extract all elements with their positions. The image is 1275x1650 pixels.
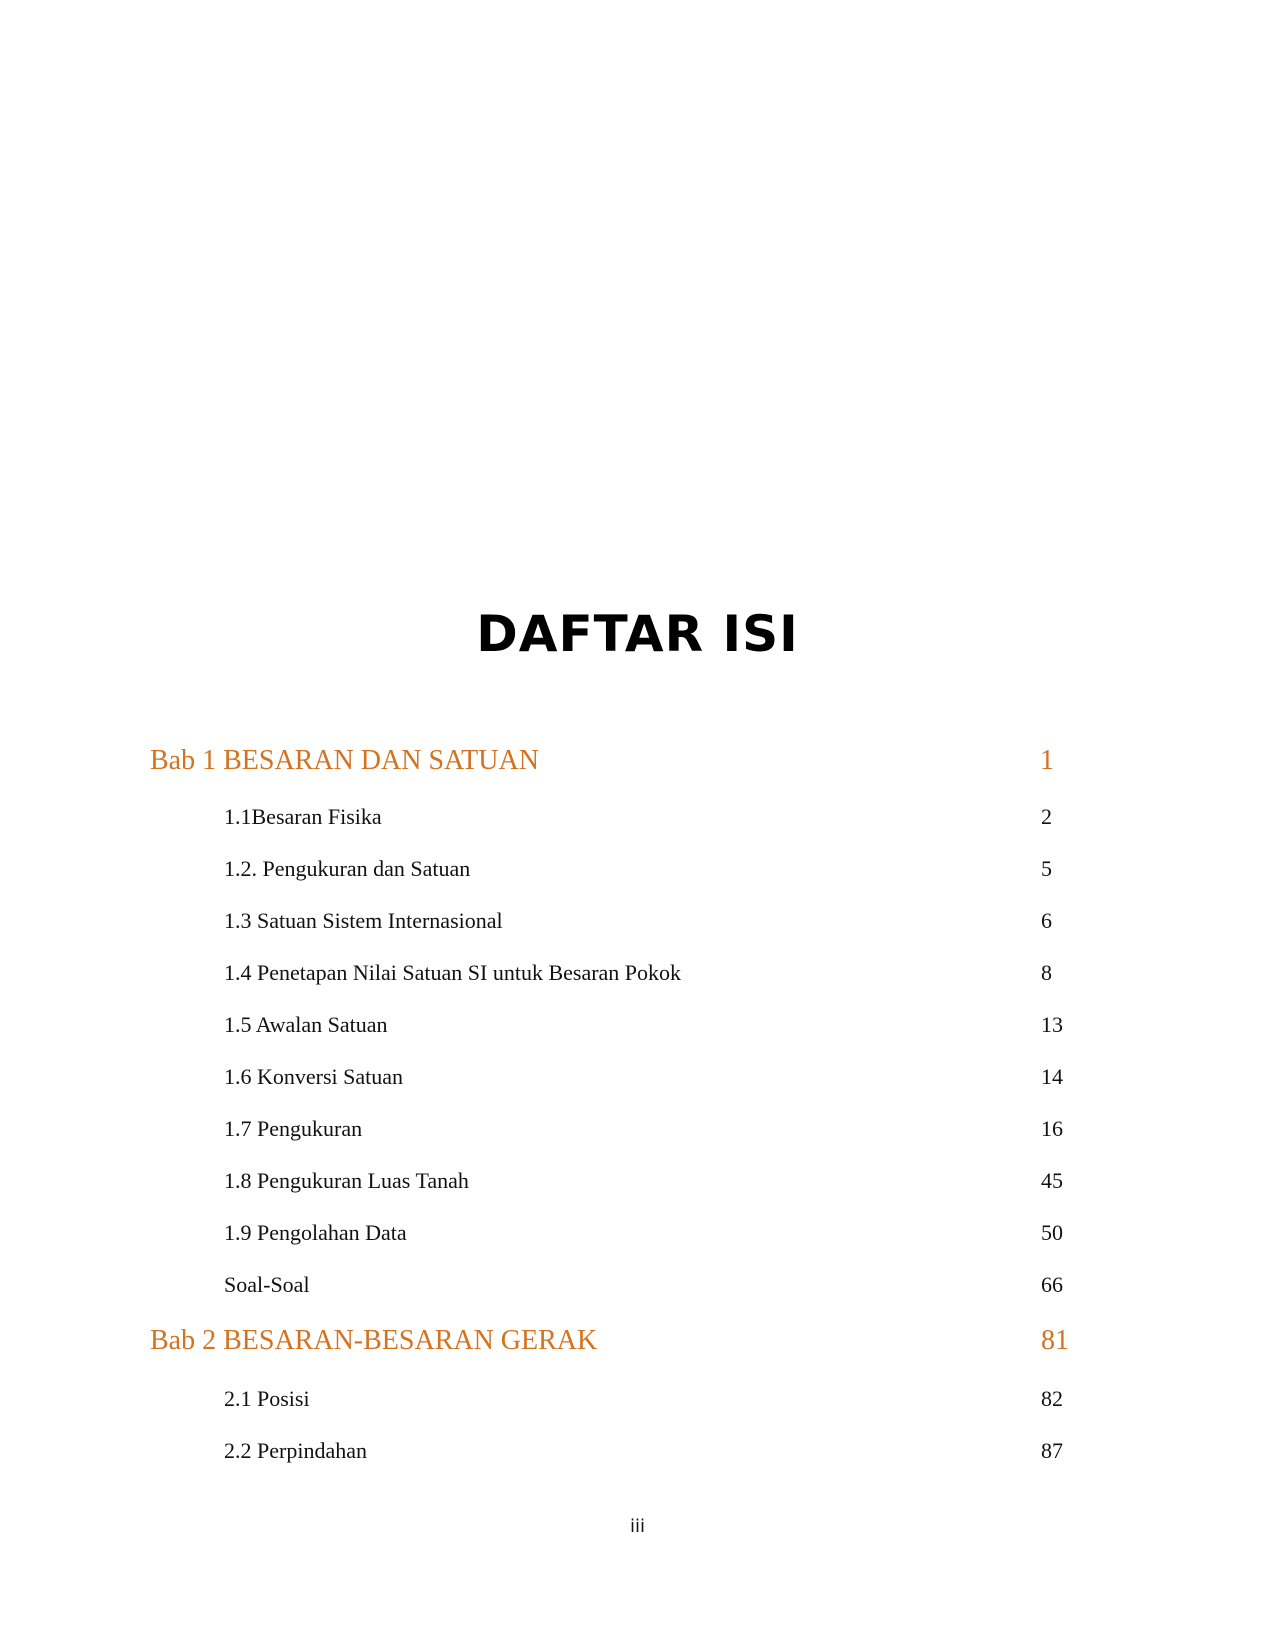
toc-section-2-1-label[interactable]: 2.1 Posisi xyxy=(224,1386,310,1411)
toc-section-2-2-page: 87 xyxy=(1041,1438,1063,1463)
toc-section-1-3-label[interactable]: 1.3 Satuan Sistem Internasional xyxy=(224,908,503,933)
toc-section-1-5-label[interactable]: 1.5 Awalan Satuan xyxy=(224,1012,388,1037)
toc-section-1-8-label[interactable]: 1.8 Pengukuran Luas Tanah xyxy=(224,1168,469,1193)
toc-chapter-2-label[interactable]: Bab 2 BESARAN-BESARAN GERAK xyxy=(150,1325,598,1356)
toc-section-1-2-label[interactable]: 1.2. Pengukuran dan Satuan xyxy=(224,856,471,881)
toc-section-1-7-page: 16 xyxy=(1041,1116,1063,1141)
toc-section-1-4-page: 8 xyxy=(1041,960,1052,985)
toc-section-1-1-page: 2 xyxy=(1041,804,1052,829)
toc-section-1-5-page: 13 xyxy=(1041,1012,1063,1037)
toc-section-1-4-label[interactable]: 1.4 Penetapan Nilai Satuan SI untuk Besaran Pokok xyxy=(224,960,682,985)
toc-section-1-9-label[interactable]: 1.9 Pengolahan Data xyxy=(224,1220,407,1245)
toc-chapter-2-page: 81 xyxy=(1041,1325,1069,1356)
toc-section-1-6-page: 14 xyxy=(1041,1064,1063,1089)
toc-soal-label[interactable]: Soal-Soal xyxy=(224,1272,310,1297)
toc-section-2-1-page: 82 xyxy=(1041,1386,1063,1411)
toc-chapter-1-label[interactable]: Bab 1 BESARAN DAN SATUAN xyxy=(150,745,539,776)
toc-section-1-3-page: 6 xyxy=(1041,908,1052,933)
toc-soal-page: 66 xyxy=(1041,1272,1063,1297)
toc-chapter-1-page: 1 xyxy=(1040,745,1054,776)
toc-section-1-2-page: 5 xyxy=(1041,856,1052,881)
toc-section-1-6-label[interactable]: 1.6 Konversi Satuan xyxy=(224,1064,404,1089)
toc-section-1-8-page: 45 xyxy=(1041,1168,1063,1193)
toc-section-1-9-page: 50 xyxy=(1041,1220,1063,1245)
toc-section-1-1-label[interactable]: 1.1Besaran Fisika xyxy=(224,804,382,829)
toc-section-1-7-label[interactable]: 1.7 Pengukuran xyxy=(224,1116,363,1141)
page-title: DAFTAR ISI xyxy=(476,605,799,663)
toc-section-2-2-label[interactable]: 2.2 Perpindahan xyxy=(224,1438,367,1463)
page-number: iii xyxy=(629,1516,645,1537)
